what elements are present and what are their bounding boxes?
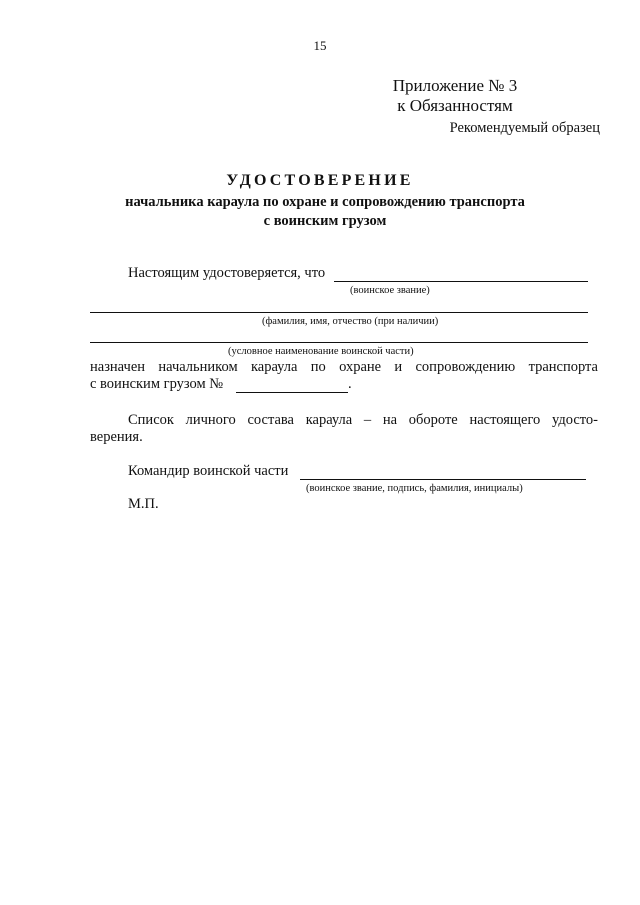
unit-caption: (условное наименование воинской части) bbox=[228, 346, 414, 357]
cargo-number-blank-line bbox=[236, 392, 348, 393]
appendix-reference bbox=[330, 76, 580, 116]
cargo-number-label: с воинским грузом № bbox=[90, 376, 224, 392]
certify-text: Настоящим удостоверяется, что bbox=[128, 265, 326, 281]
page-number: 15 bbox=[313, 38, 327, 53]
appendix-line-1: Приложение № 3 bbox=[392, 76, 518, 95]
name-caption: (фамилия, имя, отчество (при наличии) bbox=[262, 316, 439, 327]
unit-blank-line bbox=[90, 342, 588, 343]
appendix-line-2: к Обязанностям bbox=[397, 96, 513, 115]
rank-caption: (воинское звание) bbox=[350, 285, 430, 296]
document-title: УДОСТОВЕРЕНИЕ bbox=[226, 172, 414, 189]
rank-blank-line bbox=[334, 281, 588, 282]
appointed-line-1: назначен начальником караула по охране и сопровождению транспорта bbox=[90, 359, 598, 375]
signature-blank-line bbox=[300, 479, 586, 480]
sample-label: Рекомендуемый образец bbox=[449, 120, 600, 136]
name-blank-line bbox=[90, 312, 588, 313]
signature-caption: (воинское звание, подпись, фамилия, инициалы) bbox=[306, 483, 523, 494]
appointed-line-2 bbox=[90, 376, 223, 393]
stamp-label: М.П. bbox=[128, 496, 159, 512]
list-line-1: Список личного состава караула – на обороте настоящего удосто- bbox=[128, 412, 598, 428]
cargo-number-period: . bbox=[348, 376, 352, 392]
commander-label: Командир воинской части bbox=[128, 463, 289, 479]
list-line-2: верения. bbox=[90, 429, 143, 445]
document-subtitle bbox=[80, 193, 570, 231]
subtitle-line-1: начальника караула по охране и сопровождению транспорта bbox=[125, 194, 525, 210]
subtitle-line-2: с воинским грузом bbox=[263, 213, 387, 229]
